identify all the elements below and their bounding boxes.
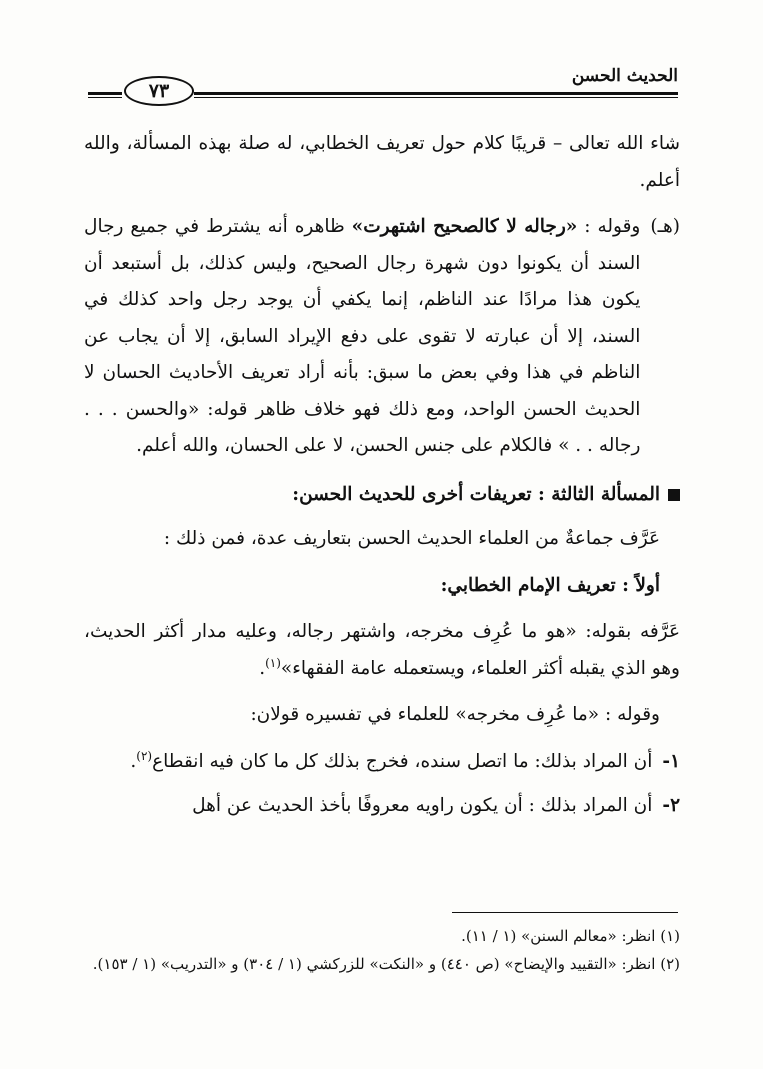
item-h-body <box>84 209 640 465</box>
list-item-text <box>130 744 652 781</box>
item-h-text: ظاهره أنه يشترط في جميع رجال السند أن يكونوا دون شهرة رجال الصحيح، وليس كذلك، بل أستبعد أن يكون هذا مرادًا عند الناظم، إنما يكفي أن يوجد رجل واحد كذلك في السند، إلا أن عبارته لا تقوى على دفع الإيراد السابق، إلا أن يجاب عن الناظم في هذا وفي بعض ما سبق: بأنه أراد تعريف الأحاديث الحسان لا الحديث الحسن الواحد، ومع ذلك فهو خلاف ظاهر قوله: «والحسن . . . رجاله . . » فالكلام على جنس الحسن، لا على الحسان، والله أعلم. <box>84 216 641 456</box>
subsection-title: أولاً : تعريف الإمام الخطابي: <box>440 574 660 596</box>
definition-text: عَرَّفه بقوله: «هو ما عُرِف مخرجه، واشتهر رجاله، وعليه مدار أكثر الحديث، وهو الذي يقبله أكثر العلماء، ويستعمله عامة الفقهاء» <box>84 621 680 679</box>
paragraph-definition <box>84 614 680 687</box>
list-item-body: أن المراد بذلك : أن يكون راويه معروفًا بأخذ الحديث عن أهل <box>192 795 653 816</box>
square-bullet-icon <box>668 489 680 501</box>
footnote-separator <box>452 912 678 913</box>
item-h <box>84 209 680 475</box>
header-rule-short-thin <box>88 97 122 98</box>
paragraph-explanation: وقوله : «ما عُرِف مخرجه» للعلماء في تفسيره قولان: <box>250 704 660 725</box>
list-item-number: ١- <box>662 750 680 772</box>
header-rule-thick <box>194 92 678 95</box>
page-body <box>84 126 680 833</box>
definition-end: . <box>259 657 266 679</box>
list-item-body: أن المراد بذلك: ما اتصل سنده، فخرج بذلك كل ما كان فيه انقطاع <box>152 750 653 772</box>
section-heading <box>84 477 680 514</box>
footnote-1: (١) انظر: «معالم السنن» (١ / ١١). <box>461 927 680 945</box>
list-item <box>84 788 680 825</box>
item-h-lead: وقوله : <box>577 216 641 237</box>
paragraph-intro: عَرَّف جماعةٌ من العلماء الحديث الحسن بتعاريف عدة، فمن ذلك : <box>163 528 660 549</box>
header-rule-short-thick <box>88 92 122 95</box>
list-item-end: . <box>130 750 137 772</box>
footnote-2: (٢) انظر: «التقييد والإيضاح» (ص ٤٤٠) و «النكت» للزركشي (١ / ٣٠٤) و «التدريب» (١ / ١٥٣). <box>92 955 680 973</box>
item-h-marker: (هـ) <box>650 216 680 237</box>
list-item <box>84 744 680 781</box>
page-header <box>88 58 678 108</box>
footnote-ref-2: (٢) <box>136 748 153 763</box>
page-number: ٧٣ <box>124 76 194 106</box>
running-title: الحديث الحسن <box>571 66 678 86</box>
footnotes <box>84 922 680 978</box>
footnote-ref-1: (١) <box>265 655 281 670</box>
paragraph-continuation: شاء الله تعالى – قريبًا كلام حول تعريف الخطابي، له صلة بهذه المسألة، والله أعلم. <box>84 133 680 191</box>
item-h-quote: «رجاله لا كالصحيح اشتهرت» <box>351 216 578 237</box>
section-title: المسألة الثالثة : تعريفات أخرى للحديث الحسن: <box>292 483 660 505</box>
list-item-number: ٢- <box>662 795 680 816</box>
header-rule-thin <box>194 97 678 98</box>
